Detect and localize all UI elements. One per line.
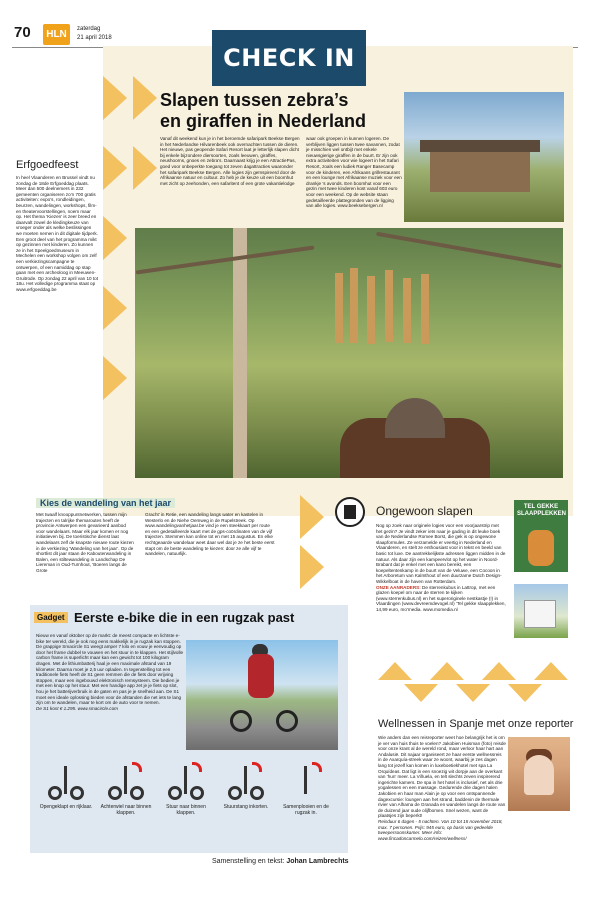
tree-branch [376,232,562,269]
main-headline [160,90,410,132]
bed-icon-glyph [344,505,356,519]
chevron-decoration [534,662,568,680]
article-column-2: waar ook groepen in kunnen logeren. De verblijven liggen tussen twee savannen, zodat je misschien wel ontbijt met enkele nieuwsgierige giraffen in de buurt. Er zijn ook extra activiteiten voor wie logeert in het Safari Resort, zoals een ludiek Ranger Basecamp voor de kinderen, een Afrikaans grillrestaurant en een lounge met Afrikaanse muziek voor een drankje ’s avonds. Een boomhut voor een gezin met twee kinderen kost vanaf 603 euro voor een weekend. Op de website staan gedetailleerde plattegronden van de ligging van alle logies. www.beeksebergen.nl [306,136,402,209]
gadget-body [36,633,184,711]
folding-bike-icon [106,760,146,802]
book-title: TEL GEKKE SLAAPPLEKKEN [517,504,567,517]
giraffe [403,278,411,343]
wellness-body [378,735,506,841]
fold-step-label: Samenplooien en de rugzak in. [283,804,329,816]
ongewoon-title: Ongewoon slapen [376,504,473,518]
date-full: 21 april 2018 [77,35,112,41]
chevron-decoration [404,684,438,702]
folding-bike-icon [166,760,206,802]
cyclist-photo [186,640,338,750]
chevron-decoration [133,146,157,190]
chevron-decoration [103,286,127,330]
chevron-decoration [300,545,324,589]
gadget-text: Nieuw en vanaf oktober op de markt: de meest compacte en lichtste e-bike ter wereld, die je ook nog eens makkelijk in je rugzak kan stoppen. De grappige Smacircle S1 weegt amper 7 kilo en vouw je eenvoudig op door het frame dubbel te vouwen en het stuur in te klappen. Het stijlvolle carbon frame is superlicht maar kan een gewicht tot 100 kilogram dragen. Met de lithiumbatterij haal je een maximale afstand van 19 kilometer. Daarna moet je 2,5 uur opladen. In tegenstelling tot een traditionele fiets heeft de S1 geen remmen die de fiets door wrijving stoppen, maar een ingebouwd elektronisch remsysteem. Die bedien je met een knop op het stuur. Met een handige app zet je je fiets op slot, hou je het batterijverbruik in de gaten en pas je je snelheid aan. De S1 moet een ideale oplossing bieden voor de afstanden die net iets te lang zijn om te wandelen, maar te kort om de auto voor te nemen. [36,633,184,706]
giraffe [421,274,429,344]
cyclist [248,654,274,698]
chevron-decoration [103,146,127,190]
book-illustration [528,530,554,566]
fold-step-label: Opengeklapt en rijklaar. [39,804,93,810]
reporter-photo [508,737,570,811]
wellness-title: Wellnessen in Spanje met onze reporter [378,718,574,730]
giraffe [335,273,343,343]
headline-line-2: en giraffen in Nederland [160,111,367,131]
gadget-title: Eerste e-bike die in een rugzak past [74,610,295,625]
bike-wheel [230,710,252,732]
fold-step-label: Achterwiel naar binnen klappen. [100,804,152,816]
chevron-decoration [103,216,127,260]
tree-branch [136,245,315,274]
article-column-1: Vanaf dit weekend kun je in het beroemde safaripark Beekse Bergen in het Nederlandse Hilvarenbeek ook overnachten tussen de dieren. Het nieuwe, pas geopende Safari Resort laat je letterlijk slapen dicht bij enkele bijzondere diersoorten, zoals leeuwen, giraffes, neushoorns, gnoes en zebra’s. Daarnaast krijg je een AttractiePas, goed voor onbeperkte toegang tot zeven dagattracties waaronder het safaripark Beekse Bergen. Alle logies zijn geïnspireerd door de Afrikaanse natuur en cultuur. Zo heb je de keuze uit een boomhut met zicht op zeehonden, een safaritent of een grote vakantielodge [160,136,300,186]
ongewoon-extra: De sterrenkubus in Lattrop, met een glazen koepel om naar de sterren te kijken (www.sterrenkubus.nl) en het superoriginele nestkastje (!) in Vlaardingen (www.devreemdevogel.nl) ’Tel gekke slaapplekken, 14,99 euro, mo’media. www.momedia.nl [376,584,506,612]
person-relaxing [385,398,445,438]
date-day: zaterdag [77,26,101,32]
headline-line-1: Slapen tussen zebra’s [160,90,349,110]
kies-column-1: Met twaalf knooppuntnetwerken, tussen mijn trajecten en talrijke themaroutes heeft de provincie Antwerpen een gevarieerd aanbod voor wandelaars. Maar elk jaar komen er nog initiatieven bij. De toeristische dienst laat wandelaars zelf de knapste nieuwe route kiezen in de verkiezing ‘Wandeling van het jaar’. Op de shortlist dit jaar staan de Kabouterwandeling in Balen, een stiltewandeling in Landschap De Liereman in Oud-Turnhout, ‘Boeren langs de Grote [36,512,134,573]
gadget-tag: Gadget [34,612,68,623]
folding-bike-icon [226,760,266,802]
erfgoed-title: Erfgoedfeest [16,159,79,171]
chevron-decoration [103,76,127,120]
giraffe [367,276,375,344]
credit-line [212,858,349,865]
wellness-details: Reisduur 6 dagen - 5 nachten. Van 10 tot 15 november 2018, max. 7 personen. Prijs: 945 euro, op basis van gedeelde tweepersoonskamer. Meer info: www.fincadoncarmelo.com/reizen/wellness/ [378,818,503,841]
chevron-decoration [300,495,324,539]
chevron-decoration [430,662,464,680]
cabin-house [524,600,556,628]
credit-prefix: Samenstelling en tekst: [212,858,285,865]
fold-step [278,760,334,816]
folding-bike-icon [286,760,326,802]
wellness-text: Wie anders dan een reisreporter weet hoe belangrijk het is om je ver van huis thuis te voelen? Jakobien Huisman (foto) reisde voor onze krant al de wereld rond, maar verloor haar hart aan Andalusië. Dit najaar organiseert ze haar eerste wellnessreis in de Axarquía-streek waar ze woont, waarbij je zes dagen lang tot jezelf kan komen in luxeboetiekhotel met spa La Orquídeas. Dat ligt in een snoezig wit dorpje aan de overkant van ‘hun’ meer. La Viñuela, en telt slechts zeven inspirerend ingerichte kamers. De spa in het hotel is inclusief, net als drie yogalessen en een massage. Gedurende drie dagen halen Jakobien en haar man Alain je op voor een ontspannende dagexcursie: loungen aan het strand, baddenin de thermale rivier van Alhama de Granada en wandelen langs de route van de duizend jaar oude olijfbomen. Snel wezen, want de plaatsjes zijn beperkt! [378,735,506,819]
chevron-decoration [378,662,412,680]
kies-title: Kies de wandeling van het jaar [36,498,175,508]
ongewoon-body [376,523,506,613]
chevron-decoration [508,684,542,702]
giraffe-photo [135,228,563,478]
fold-step [158,760,214,816]
credit-name: Johan Lambrechts [286,858,349,865]
chevron-decoration [482,662,516,680]
bike-wheel [276,710,298,732]
section-banner: CHECK IN [212,30,366,86]
kies-column-2: Gracht’ in Retie, een wandeling langs water en kastelen in Westerlo en de Niehe Oemweg in de Rupelstreek. Op www.wandelingvanhetjaar.be vind je een steekkaart per route en een gedetailleerde kaart met de gps-coördinaten van de vijf trajecten. Stemmen kan online tot en met 15 augustus. En elke rechtgeaarde wandelaar weet daar wel dat je ze het beste eerst stapt om de beste wandeling te kiezen: door ze alle vijf te wandelen, natuurlijk. [145,512,275,557]
folding-bike-icon [46,760,86,802]
reporter [524,755,554,795]
giraffe [385,270,393,342]
page-number: 70 [14,24,31,41]
fold-step [218,760,274,810]
wooden-post [233,228,247,478]
ongewoon-text: Nog op zoek naar originele logies voor een voorjaarstrip met het gezin? Je vindt zeker iets naar je gading in dit leuke boek van de Nederlandse Romee Borst, die gek is op ongewone slaapformules. Ze verzamelde er veertig in Nederland en Vlaanderen, en stelt ze enthousiast voor in tekst en beeld van basic tot luxe. De aantrekkelijkste adressen liggen midden in de natuur. Als daar zijn een kampeervlot op het water in Noord-Brabant dat je enkel met een kano bereikt, een koepeltentenkamp in de buurt van de Veluwe, een Cocoon in het Arboretum van Kalmthout of een duurzame Dutch Design-Wikkelboat in de haven van Rotterdam. [376,523,506,584]
chevron-decoration [456,684,490,702]
hln-logo-icon: HLN [43,24,70,45]
wellness-chevrons [378,658,573,713]
fold-step [38,760,94,810]
fold-step-label: Stuur naar binnen klappen. [166,804,206,816]
lodge-building [430,152,530,192]
giraffe [350,268,358,343]
chevron-decoration [103,356,127,400]
ongewoon-extra-label: ONZE AANRADERS: [376,584,421,590]
erfgoed-body: In heel Vlaanderen en Brussel vindt nu zondag de 18de Erfgoeddag plaats. Meer dan 500 deelnemers in 232 gemeenten organiseren zo’n 700 gratis activiteiten: expo’s, rondleidingen, beurzen, wandelingen, workshops, film- en theatervoorstellingen, noem maar op. Het thema ‘Kiezen’ is zeer breed en daarvalt zowel de kledingkeuze van vroeger onder als welke beslissingen we moeten nemen in dit digitale tijdperk. Een groot deel van het programma mikt op gezinnen met kinderen. Zo kunnen ze in het Speelgoedmuseum in Mechelen een workshop volgen om zelf een verkiezingscampagne te ontwerpen, of een namiddag op stap gaan met een archeoloog in Meeuwen-Gruitrode. Op zondag 22 april van 10 tot 18u. Het volledige programma staat op www.erfgoeddag.be [16,175,98,292]
lodge-roof [420,140,540,152]
fold-step-label: Stuurstang inkorten. [223,804,269,810]
gadget-price: De S1 kost € 1.295. www.smacircle.com [36,705,118,711]
fold-step [98,760,154,816]
chevron-decoration [133,76,157,120]
